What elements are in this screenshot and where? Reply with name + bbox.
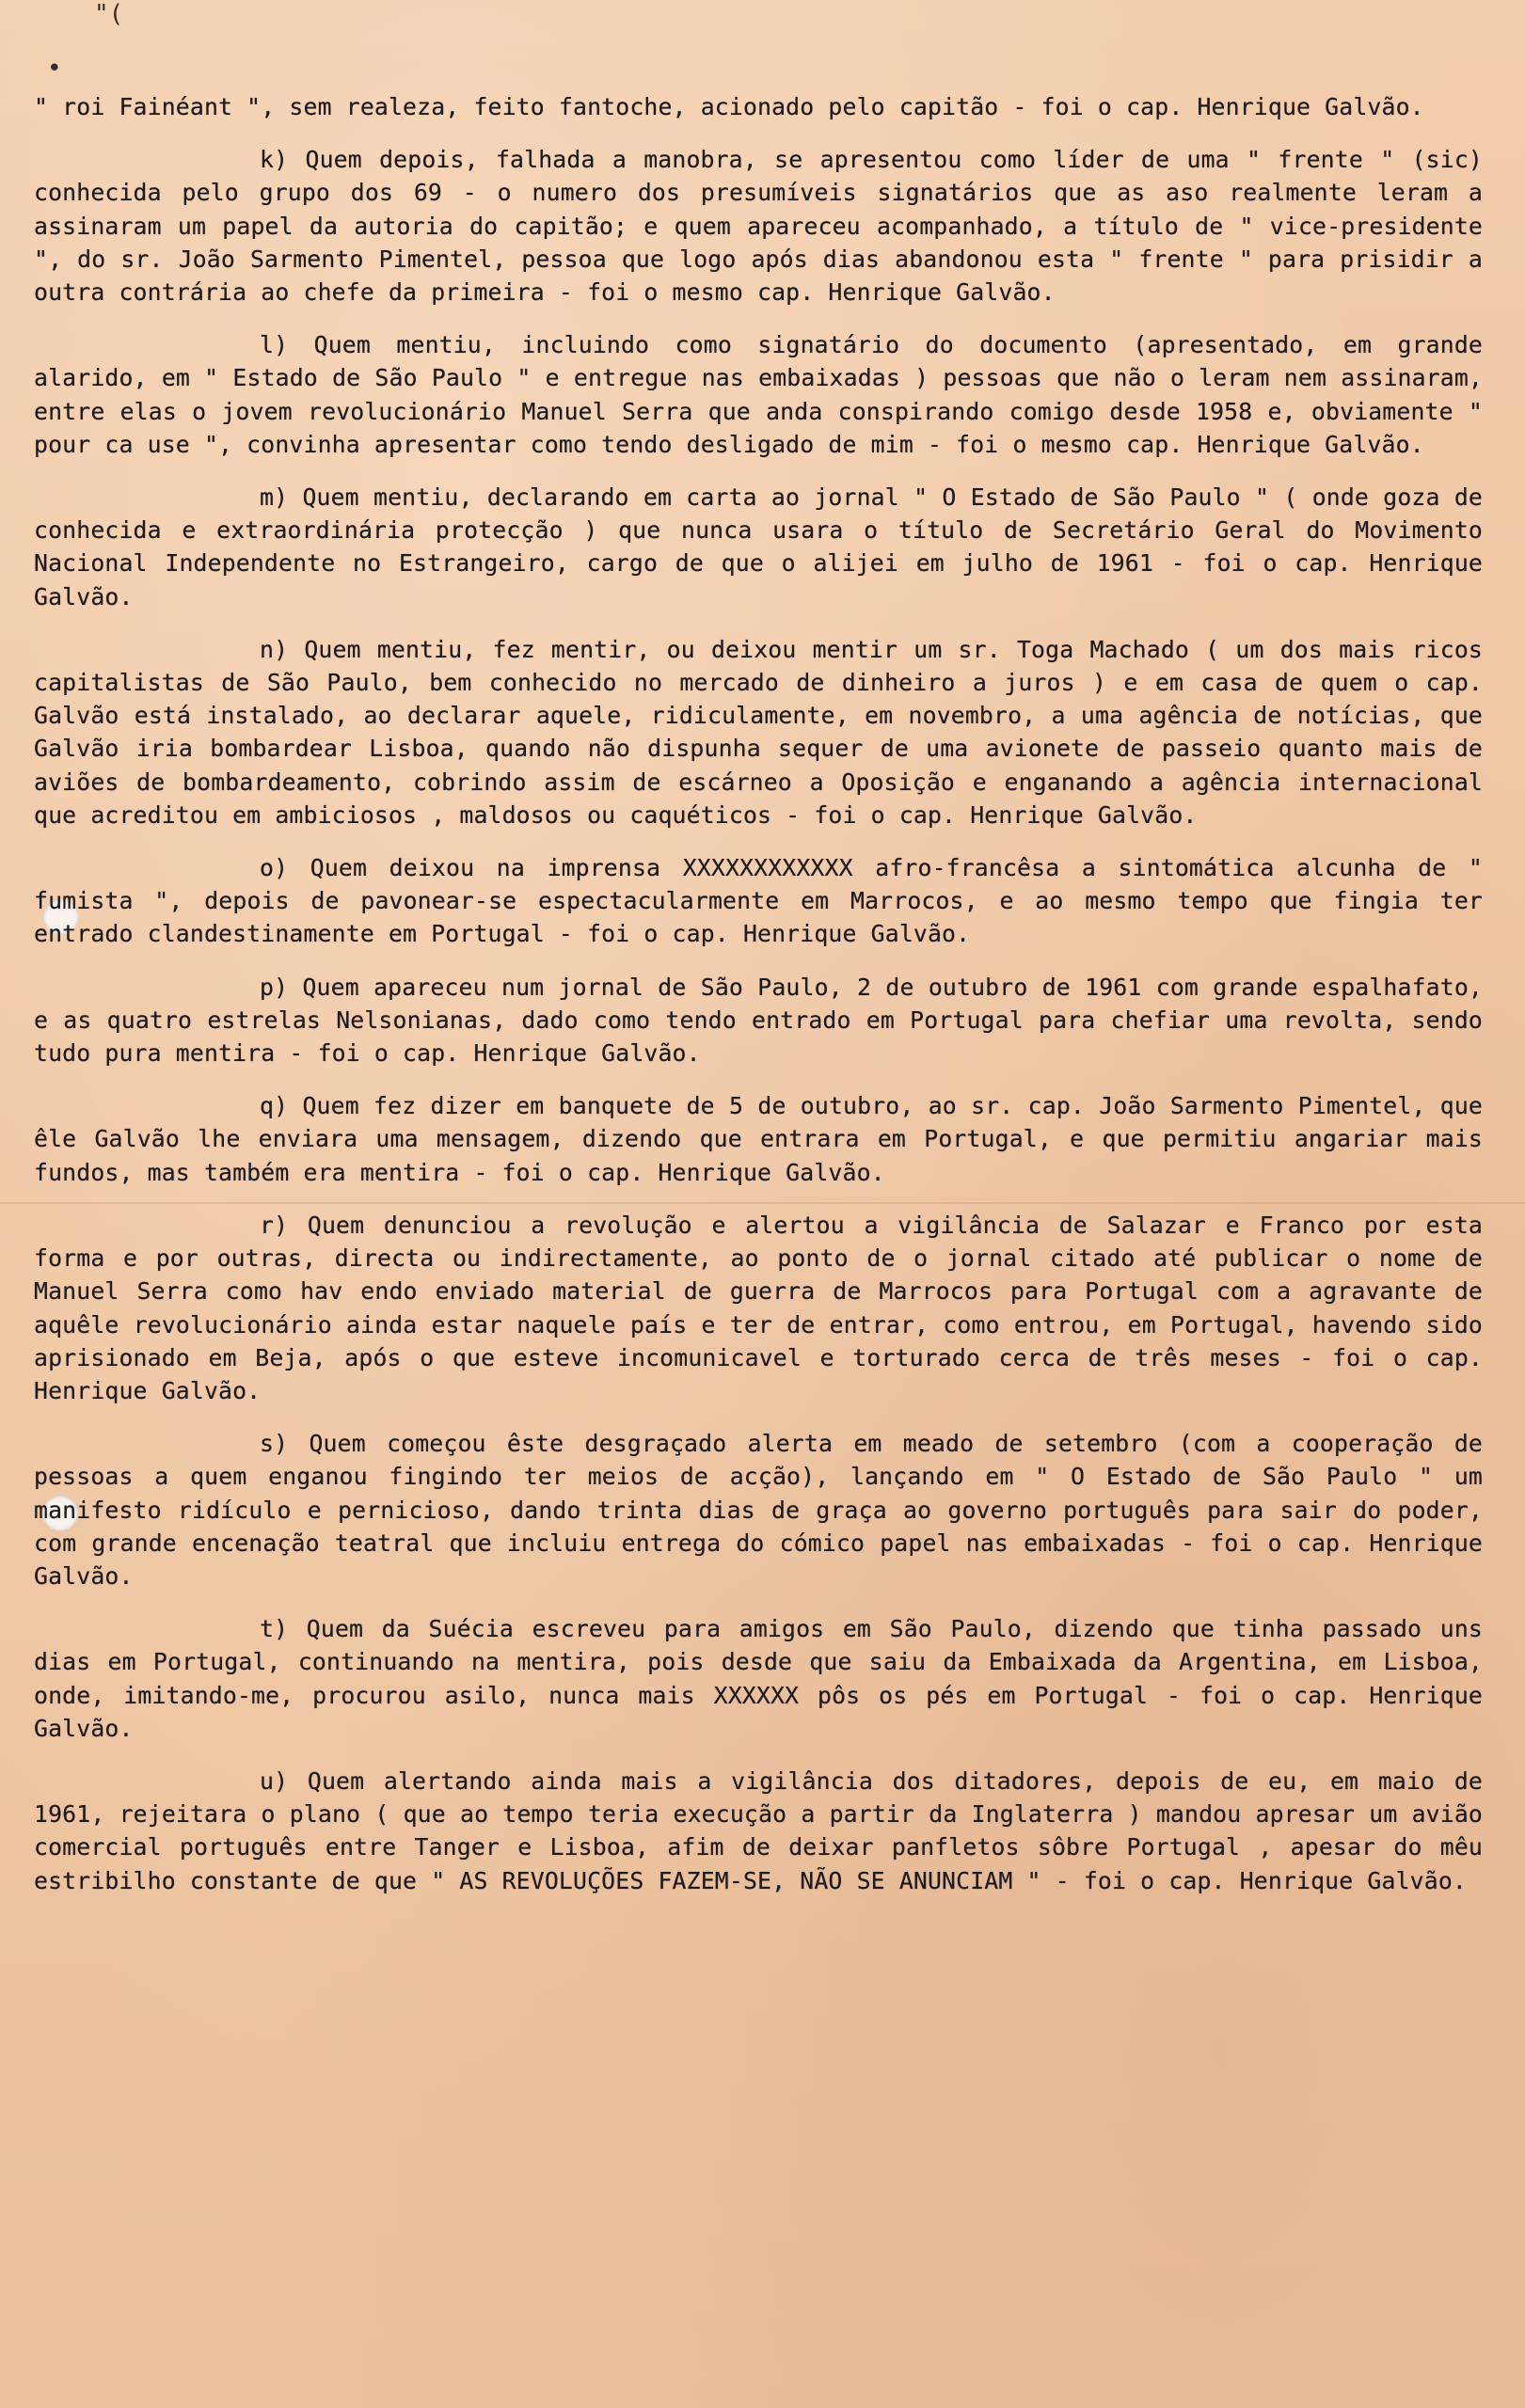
typed-text-body: [34, 90, 1483, 1917]
paragraph-k: [34, 143, 1483, 309]
paragraph-q: [34, 1089, 1483, 1189]
paragraph-label: u): [260, 1766, 289, 1795]
paragraph-label: o): [260, 854, 289, 882]
paragraph-text: Quem deixou na imprensa XXXXXXXXXXXX afro-francêsa a sintomática alcunha de " fumista ", depois de pavonear-se espectacularmente em Marrocos, e ao mesmo tempo que fingia ter entrado clandestinamente em Portugal - foi o cap. Henrique Galvão.: [34, 854, 1483, 948]
paragraph-o: [34, 851, 1483, 951]
paragraph-text: Quem alertando ainda mais a vigilância dos ditadores, depois de eu, em maio de 1961, rejeitara o plano ( que ao tempo teria execução a partir da Inglaterra ) mandou apresar um avião comercial português entre Tanger e Lisboa, afim de deixar panfletos sôbre Portugal , apesar do mêu estribilho constante de que " AS REVOLUÇÕES FAZEM-SE, NÃO SE ANUNCIAM " - foi o cap. Henrique Galvão.: [34, 1766, 1483, 1894]
paragraph-text: Quem denunciou a revolução e alertou a vigilância de Salazar e Franco por esta forma e por outras, directa ou indirectamente, ao ponto de o jornal citado até publicar o nome de Manuel Serra como hav endo enviado material de guerra de Marrocos para Portugal com a agravante de aquêle revolucionário ainda estar naquele país e ter de entrar, como entrou, em Portugal, havendo sido aprisionado em Beja, após o que esteve incomunicavel e torturado cerca de três meses - foi o cap. Henrique Galvão.: [34, 1211, 1483, 1404]
paragraph-u: [34, 1765, 1483, 1897]
margin-dot: •: [47, 55, 62, 83]
paragraph-l: [34, 328, 1483, 461]
paragraph-text: Quem apareceu num jornal de São Paulo, 2 de outubro de 1961 com grande espalhafato, e as quatro estrelas Nelsonianas, dado como tendo entrado em Portugal para chefiar uma revolta, sendo tudo pura mentira - foi o cap. Henrique Galvão.: [34, 973, 1483, 1068]
paragraph-label: q): [260, 1092, 289, 1120]
paragraph-label: l): [260, 331, 289, 359]
paragraph-p: [34, 971, 1483, 1070]
paragraph-text: Quem mentiu, fez mentir, ou deixou mentir um sr. Toga Machado ( um dos mais ricos capitalistas de São Paulo, bem conhecido no mercado de dinheiro a juros ) e em casa de quem o cap. Galvão está instalado, ao declarar aquele, ridiculamente, em novembro, a uma agência de notícias, que Galvão iria bombardear Lisboa, quando não dispunha sequer de uma avionete de passeio quanto mais de aviões de bombardeamento, cobrindo assim de escárneo a Oposição e enganando a agência internacional que acreditou em ambiciosos , maldosos ou caquéticos - foi o cap. Henrique Galvão.: [34, 635, 1483, 829]
paragraph-m: [34, 481, 1483, 613]
paragraph-text: Quem fez dizer em banquete de 5 de outubro, ao sr. cap. João Sarmento Pimentel, que êle Galvão lhe enviara uma mensagem, dizendo que entrara em Portugal, e que permitiu angariar mais fundos, mas também era mentira - foi o cap. Henrique Galvão.: [34, 1092, 1483, 1186]
paragraph-text: Quem mentiu, incluindo como signatário do documento (apresentado, em grande alarido, em " Estado de São Paulo " e entregue nas embaixadas ) pessoas que não o leram nem assinaram, entre elas o jovem revolucionário Manuel Serra que anda conspirando comigo desde 1958 e, obviamente " pour ca use ", convinha apresentar como tendo desligado de mim - foi o mesmo cap. Henrique Galvão.: [34, 331, 1483, 458]
paragraph-text: Quem mentiu, declarando em carta ao jornal " O Estado de São Paulo " ( onde goza de conhecida e extraordinária protecção ) que nunca usara o título de Secretário Geral do Movimento Nacional Independente no Estrangeiro, cargo de que o alijei em julho de 1961 - foi o cap. Henrique Galvão.: [34, 483, 1483, 610]
paragraph-label: k): [260, 146, 289, 174]
paragraph-label: s): [260, 1430, 289, 1458]
paragraph-label: m): [260, 483, 289, 512]
paragraph-label: t): [260, 1615, 289, 1643]
paragraph-label: r): [260, 1211, 289, 1239]
paragraph-text: Quem da Suécia escreveu para amigos em São Paulo, dizendo que tinha passado uns dias em Portugal, continuando na mentira, pois desde que saiu da Embaixada da Argentina, em Lisboa, onde, imitando-me, procurou asilo, nunca mais XXXXXX pôs os pés em Portugal - foi o cap. Henrique Galvão.: [34, 1615, 1483, 1742]
paragraph-label: p): [260, 973, 289, 1001]
paragraph-text: " roi Fainéant ", sem realeza, feito fantoche, acionado pelo capitão - foi o cap. Henrique Galvão.: [34, 93, 1424, 120]
paragraph-s: [34, 1427, 1483, 1592]
paragraph-continuation: [34, 90, 1483, 123]
paragraph-t: [34, 1612, 1483, 1745]
margin-mark: "(: [94, 0, 124, 28]
paragraph-text: Quem depois, falhada a manobra, se apresentou como líder de uma " frente " (sic) conhecida pelo grupo dos 69 - o numero dos presumíveis signatários que as aso realmente leram a assinaram um papel da autoria do capitão; e quem apareceu acompanhado, a título de " vice-presidente ", do sr. João Sarmento Pimentel, pessoa que logo após dias abandonou esta " frente " para prisidir a outra contrária ao chefe da primeira - foi o mesmo cap. Henrique Galvão.: [34, 146, 1483, 307]
paragraph-r: [34, 1209, 1483, 1407]
paragraph-text: Quem começou êste desgraçado alerta em meado de setembro (com a cooperação de pessoas a quem enganou fingindo ter meios de acção), lançando em " O Estado de São Paulo " um manifesto ridículo e pernicioso, dando trinta dias de graça ao governo português para sair do poder, com grande encenação teatral que incluiu entrega do cómico papel nas embaixadas - foi o cap. Henrique Galvão.: [34, 1430, 1483, 1590]
paragraph-label: n): [260, 635, 289, 663]
paragraph-n: [34, 633, 1483, 832]
